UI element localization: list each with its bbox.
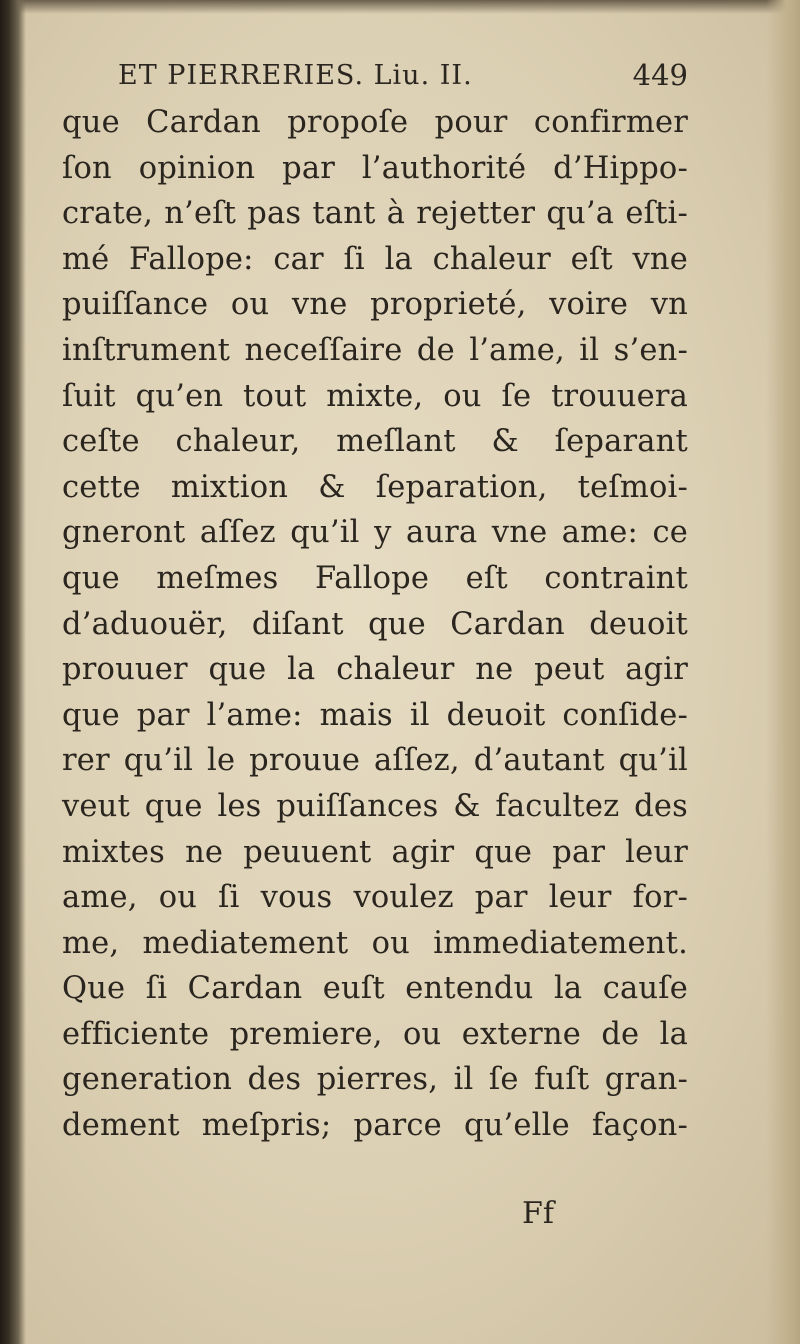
page-header [118,48,688,98]
text-line: cette mixtion & ſeparation, teſmoi- [62,469,688,505]
text-line: que meſmes Fallope eſt contraint [62,560,688,596]
page-edge [766,0,800,1344]
text-line: inſtrument neceſſaire de l’ame, il s’en- [62,332,688,368]
text-line: dement meſpris; parce qu’elle façon- [62,1108,688,1144]
text-line: ame, ou ſi vous voulez par leur for- [62,880,688,916]
text-line: puiſſance ou vne proprieté, voire vn [62,287,688,323]
text-line: que par l’ame: mais il deuoit conſide- [62,697,688,733]
text-line: que Cardan propoſe pour confirmer [62,105,688,140]
text-line: veut que les puiſſances & facultez des [62,788,688,824]
body-text [62,100,688,1149]
page-top-shadow [0,0,800,14]
text-line: ſuit qu’en tout mixte, ou ſe trouuera [62,378,688,414]
text-line: ceſte chaleur, meſlant & ſeparant [62,424,688,460]
text-line: rer qu’il le prouue aſſez, d’autant qu’il [62,743,688,779]
text-line: efficiente premiere, ou externe de la [62,1016,688,1052]
text-line: d’aduouër, diſant que Cardan deuoit [62,606,688,642]
text-line: mixtes ne peuuent agir que par leur [62,834,688,870]
text-line: generation des pierres, il ſe fuſt gran- [62,1062,688,1098]
text-line: Que ſi Cardan euſt entendu la cauſe [62,971,688,1007]
text-line: prouuer que la chaleur ne peut agir [62,652,688,688]
binding-gutter-shadow [0,0,26,1344]
text-line: me, mediatement ou immediatement. [62,925,688,961]
signature-mark: Ff [522,1196,554,1231]
text-line: mé Fallope: car ſi la chaleur eſt vne [62,241,688,277]
running-title: ET PIERRERIES. Liu. II. [118,60,473,91]
page-number: 449 [632,58,688,92]
text-line: crate, n’eſt pas tant à rejetter qu’a eſti- [62,196,688,232]
text-line: ſon opinion par l’authorité d’Hippo- [62,150,688,186]
text-line: gneront aſſez qu’il y aura vne ame: ce [62,515,688,551]
